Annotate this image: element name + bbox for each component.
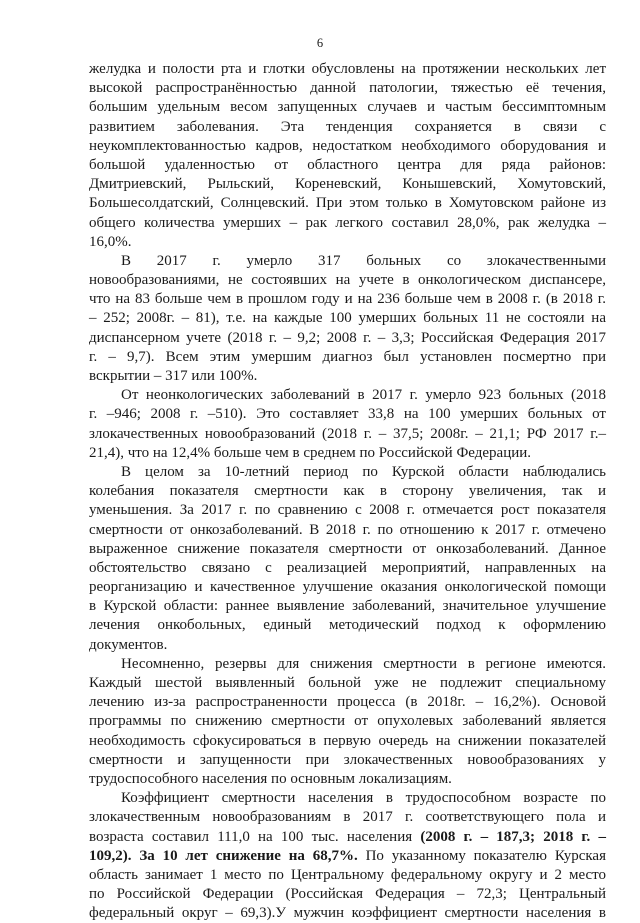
text-run: Дмитриевский, Рыльский, Кореневский, Конышевский, Хомутовский, bbox=[89, 176, 606, 193]
text-run: новообразованиями, не состоявших на учете в онкологическом диспансере, bbox=[89, 272, 606, 289]
text-line bbox=[89, 60, 606, 79]
text-run: По указанному показателю Курская bbox=[357, 847, 606, 864]
text-run: возраста составил 111,0 на 100 тыс. населения bbox=[89, 828, 421, 845]
text-run: лечения онкобольных, единый методический подход к оформлению bbox=[89, 617, 606, 634]
bold-text: 109,2). За 10 лет снижение на 68,7%. bbox=[89, 847, 358, 864]
text-run: смертности от онкозаболеваний. В 2018 г. по отношению к 2017 г. отмечено bbox=[89, 521, 606, 538]
text-run: Большесолдатский, Солнцевский. При этом только в Хомутовском районе из bbox=[89, 195, 606, 212]
text-line bbox=[89, 693, 606, 712]
text-line bbox=[89, 444, 606, 463]
text-run: От неонкологических заболеваний в 2017 г. умерло 923 больных (2018 bbox=[121, 387, 606, 404]
text-run: трудоспособного населения по основным локализациям. bbox=[89, 770, 452, 787]
text-line bbox=[89, 252, 606, 271]
text-run: что на 83 больше чем в прошлом году и на 236 больше чем в 2008 г. (в 2018 г. bbox=[89, 291, 606, 308]
text-line bbox=[89, 156, 606, 175]
text-run: злокачественным новообразованиям в 2017 г. соответствующего пола и bbox=[89, 809, 606, 826]
text-run: неукомплектованностью кадров, недостатком необходимого оборудования и bbox=[89, 137, 606, 154]
text-run: развитием заболевания. Эта тенденция сохраняется в связи с bbox=[89, 118, 606, 135]
text-line bbox=[89, 866, 606, 885]
text-run: реорганизацию и качественное улучшение оказания онкологической помощи bbox=[89, 579, 606, 596]
text-line bbox=[89, 751, 606, 770]
text-run: федеральный округ – 69,3).У мужчин коэффициент смертности населения в bbox=[89, 905, 606, 922]
text-line bbox=[89, 118, 606, 137]
text-line bbox=[89, 425, 606, 444]
text-line bbox=[89, 559, 606, 578]
text-run: большим удельным весом запущенных случаев и частым бессимптомным bbox=[89, 99, 606, 116]
text-run: диспансерном учете (2018 г. – 9,2; 2008 г. – 3,3; Российская Федерация 2017 bbox=[89, 329, 606, 346]
text-line bbox=[89, 309, 606, 328]
text-run: обстоятельство связано с реализацией мероприятий, направленных на bbox=[89, 559, 606, 576]
text-run: В целом за 10-летний период по Курской области наблюдались bbox=[121, 463, 606, 480]
text-line bbox=[89, 348, 606, 367]
page-number: 6 bbox=[316, 36, 324, 50]
text-line bbox=[89, 137, 606, 156]
text-line bbox=[89, 732, 606, 751]
text-run: по Российской Федерации (Российская Федерация – 72,3; Центральный bbox=[89, 886, 606, 903]
text-run: желудка и полости рта и глотки обусловлены на протяжении нескольких лет bbox=[89, 61, 606, 77]
body-text bbox=[89, 60, 606, 923]
text-line bbox=[89, 674, 606, 693]
text-line bbox=[89, 712, 606, 731]
text-line bbox=[89, 329, 606, 348]
text-line bbox=[89, 521, 606, 540]
text-run: уменьшения. За 2017 г. по сравнению с 2008 г. отмечается рост показателя bbox=[89, 502, 606, 519]
text-line bbox=[89, 770, 606, 789]
text-run: 21,4), что на 12,4% больше чем в среднем по Российской Федерации. bbox=[89, 444, 532, 461]
text-run: необходимость сфокусироваться в первую очередь на снижении показателей bbox=[89, 732, 606, 749]
text-line bbox=[89, 79, 606, 98]
text-line bbox=[89, 540, 606, 559]
text-run: в Курской области: раннее выявление заболеваний, значительное улучшение bbox=[89, 598, 606, 615]
text-run: общего количества умерших – рак легкого составил 28,0%, рак желудка – bbox=[89, 214, 606, 231]
text-run: высокой распространённостью данной патологии, тяжестью её течения, bbox=[89, 80, 606, 97]
text-line bbox=[89, 501, 606, 520]
bold-text: (2008 г. – 187,3; 2018 г. – bbox=[420, 828, 606, 845]
text-run: колебания показателя смертности как в сторону увеличения, так и bbox=[89, 483, 606, 500]
text-line bbox=[89, 463, 606, 482]
text-run: большой удаленностью от областного центра для ряда районов: bbox=[89, 156, 606, 173]
text-line bbox=[89, 405, 606, 424]
text-line bbox=[89, 885, 606, 904]
text-line bbox=[89, 233, 606, 252]
text-line bbox=[89, 655, 606, 674]
text-run: Несомненно, резервы для снижения смертности в регионе имеются. bbox=[121, 655, 606, 672]
text-line bbox=[89, 386, 606, 405]
text-line bbox=[89, 290, 606, 309]
text-run: вскрытии – 317 или 100%. bbox=[89, 368, 258, 384]
text-run: лечению из-за распространенности процесса (в 2018г. – 16,2%). Основой bbox=[89, 694, 606, 711]
text-line bbox=[89, 616, 606, 635]
text-run: Коэффициент смертности населения в трудоспособном возрасте по bbox=[121, 790, 606, 807]
text-line bbox=[89, 271, 606, 290]
text-line bbox=[89, 482, 606, 501]
text-run: злокачественных новообразований (2018 г. – 37,5; 2008г. – 21,1; РФ 2017 г.– bbox=[89, 425, 606, 442]
text-line bbox=[89, 214, 606, 233]
text-run: 16,0%. bbox=[89, 233, 132, 250]
text-line bbox=[89, 367, 606, 386]
text-line bbox=[89, 904, 606, 923]
text-run: программы по снижению смертности от опухолевых заболеваний является bbox=[89, 713, 606, 730]
text-line bbox=[89, 98, 606, 117]
text-line bbox=[89, 847, 606, 866]
text-line bbox=[89, 578, 606, 597]
text-run: г. – 9,7). Всем этим умершим диагноз был установлен посмертно при bbox=[89, 348, 606, 365]
text-line bbox=[89, 789, 606, 808]
text-run: г. –946; 2008 г. –510). Это составляет 33,8 на 100 умерших больных от bbox=[89, 406, 606, 423]
text-line bbox=[89, 194, 606, 213]
text-run: выраженное снижение показателя смертности от онкозаболеваний. Данное bbox=[89, 540, 606, 557]
text-run: Каждый шестой выявленный больной уже не подлежит специальному bbox=[89, 675, 606, 691]
text-run: – 252; 2008г. – 81), т.е. на каждые 100 умерших больных 11 не состояли на bbox=[89, 310, 606, 327]
text-line bbox=[89, 175, 606, 194]
text-run: область занимает 1 место по Центральному федеральному округу и 2 место bbox=[89, 866, 606, 883]
text-line bbox=[89, 828, 606, 847]
text-line bbox=[89, 597, 606, 616]
text-run: В 2017 г. умерло 317 больных со злокачественными bbox=[121, 252, 606, 269]
text-line bbox=[89, 636, 606, 655]
text-run: документов. bbox=[89, 636, 168, 653]
text-line bbox=[89, 808, 606, 827]
text-run: смертности и запущенности при злокачественных новообразованиях у bbox=[89, 751, 606, 768]
